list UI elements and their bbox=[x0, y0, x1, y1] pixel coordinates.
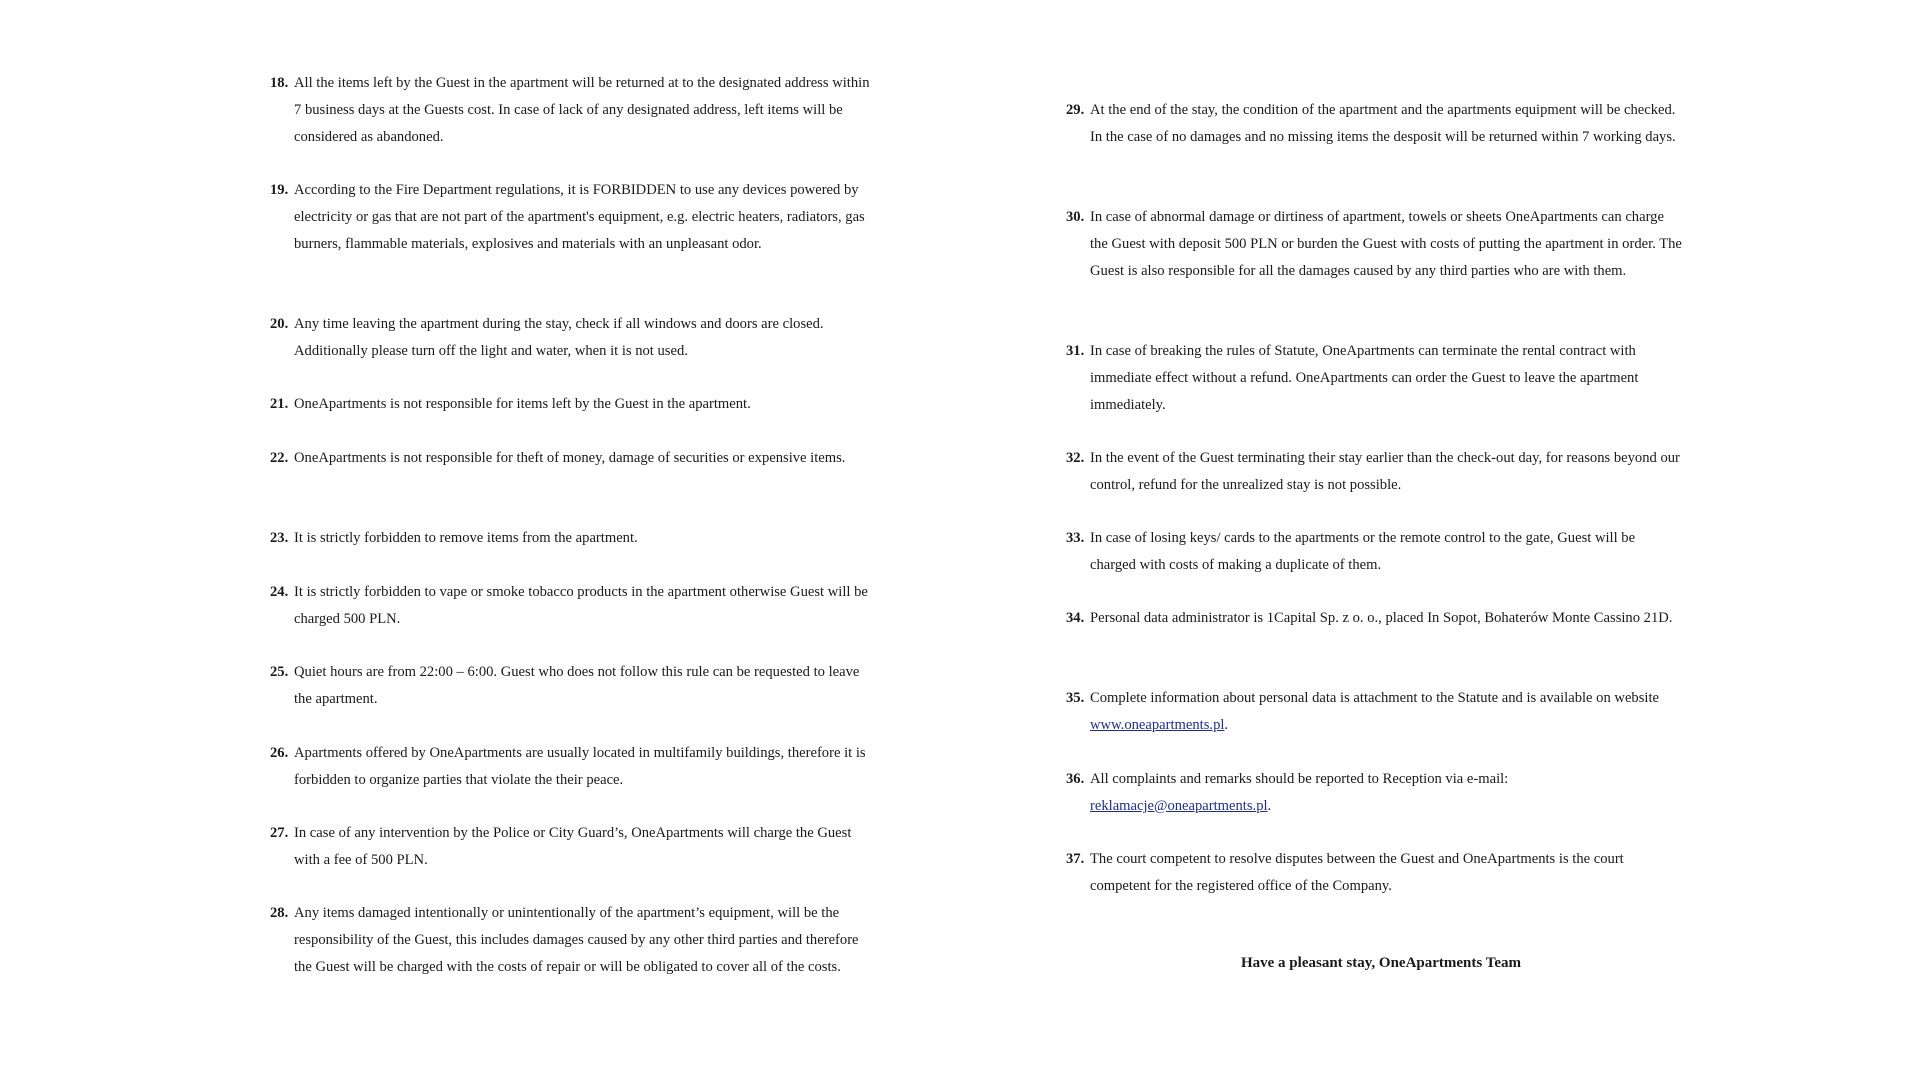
closing-signature: Have a pleasant stay, OneApartments Team bbox=[1240, 955, 1521, 971]
rule-25 bbox=[270, 659, 890, 713]
rule-27 bbox=[270, 820, 890, 874]
rule-19 bbox=[270, 177, 890, 257]
rule-23 bbox=[270, 525, 890, 552]
rule-number: 29. bbox=[1066, 102, 1085, 118]
rule-32 bbox=[1066, 445, 1696, 499]
rule-number: 30. bbox=[1066, 209, 1085, 225]
rule-number: 27. bbox=[270, 825, 289, 841]
rule-number: 28. bbox=[270, 905, 289, 921]
rule-text: The court competent to resolve disputes between the Guest and OneApartments is the court competent for the registered office of the Company. bbox=[1090, 851, 1624, 894]
rule-36 bbox=[1066, 766, 1696, 820]
rule-text-lead: All complaints and remarks should be reported to Reception via e-mail: bbox=[1090, 771, 1509, 787]
rule-number: 34. bbox=[1066, 610, 1085, 626]
rule-number: 32. bbox=[1066, 450, 1085, 466]
rule-text: At the end of the stay, the condition of the apartment and the apartments equipment will be checked. In the case of no damages and no missing items the desposit will be returned within 7 working days. bbox=[1090, 102, 1676, 145]
rule-text: It is strictly forbidden to vape or smoke tobacco products in the apartment otherwise Guest will be charged 500 PLN. bbox=[294, 584, 868, 627]
rule-text: Any time leaving the apartment during the stay, check if all windows and doors are closed. Additionally please turn off the light and water, when it is not used. bbox=[294, 316, 824, 359]
email-link[interactable]: reklamacje@oneapartments.pl bbox=[1090, 797, 1268, 814]
rule-31 bbox=[1066, 338, 1696, 418]
rule-number: 25. bbox=[270, 664, 289, 680]
rule-text: Any items damaged intentionally or unintentionally of the apartment’s equipment, will be the responsibility of the Guest, this includes damages caused by any other third parties and therefore the Guest will be charged with the costs of repair or will be obligated to cover all of the costs. bbox=[294, 905, 859, 975]
rule-33 bbox=[1066, 525, 1696, 579]
rule-text-end: . bbox=[1267, 797, 1272, 814]
rule-text: Personal data administrator is 1Capital Sp. z o. o., placed In Sopot, Bohaterów Monte Cassino 21D. bbox=[1090, 610, 1673, 626]
rule-34 bbox=[1066, 605, 1696, 632]
rule-28 bbox=[270, 900, 890, 980]
rule-text bbox=[1090, 685, 1682, 739]
rule-text: OneApartments is not responsible for theft of money, damage of securities or expensive items. bbox=[294, 450, 846, 466]
rule-text: In the event of the Guest terminating their stay earlier than the check-out day, for reasons beyond our control, refund for the unrealized stay is not possible. bbox=[1090, 450, 1680, 493]
rule-18 bbox=[270, 70, 890, 150]
rule-text-end: . bbox=[1224, 716, 1229, 733]
rule-text: OneApartments is not responsible for items left by the Guest in the apartment. bbox=[294, 396, 751, 412]
website-link[interactable]: www.oneapartments.pl bbox=[1090, 716, 1225, 733]
rule-number: 26. bbox=[270, 745, 289, 761]
rule-26 bbox=[270, 740, 890, 794]
rule-37 bbox=[1066, 846, 1696, 900]
rule-text: In case of abnormal damage or dirtiness of apartment, towels or sheets OneApartments can charge the Guest with deposit 500 PLN or burden the Guest with costs of putting the apartment in order. The Guest is also responsible for all the damages caused by any third parties who are with them. bbox=[1090, 209, 1682, 279]
rule-number: 33. bbox=[1066, 530, 1085, 546]
rule-number: 19. bbox=[270, 182, 289, 198]
rule-29 bbox=[1066, 97, 1696, 151]
rule-text: According to the Fire Department regulations, it is FORBIDDEN to use any devices powered by electricity or gas that are not part of the apartment's equipment, e.g. electric heaters, radiators, gas burners, flammable materials, explosives and materials with an unpleasant odor. bbox=[294, 182, 865, 252]
rule-number: 24. bbox=[270, 584, 289, 600]
rule-number: 21. bbox=[270, 396, 289, 412]
rule-number: 18. bbox=[270, 75, 289, 91]
rule-text: It is strictly forbidden to remove items from the apartment. bbox=[294, 530, 638, 546]
rule-number: 22. bbox=[270, 450, 289, 466]
rule-text: Quiet hours are from 22:00 – 6:00. Guest who does not follow this rule can be requested to leave the apartment. bbox=[294, 664, 860, 707]
rule-text: Apartments offered by OneApartments are usually located in multifamily buildings, therefore it is forbidden to organize parties that violate the their peace. bbox=[294, 745, 866, 788]
rule-number: 31. bbox=[1066, 343, 1085, 359]
rule-21 bbox=[270, 391, 890, 418]
rule-24 bbox=[270, 579, 890, 633]
rule-number: 20. bbox=[270, 316, 289, 332]
rule-number: 23. bbox=[270, 530, 289, 546]
rule-text-lead: Complete information about personal data is attachment to the Statute and is available on website bbox=[1090, 690, 1659, 706]
rule-22 bbox=[270, 445, 890, 472]
rule-text: All the items left by the Guest in the apartment will be returned at to the designated address within 7 business days at the Guests cost. In case of lack of any designated address, left items will be considered as abandoned. bbox=[294, 75, 870, 145]
rule-number: 35. bbox=[1066, 690, 1085, 706]
rule-30 bbox=[1066, 204, 1696, 284]
rule-20 bbox=[270, 311, 890, 365]
rule-text bbox=[1090, 766, 1682, 820]
rule-number: 37. bbox=[1066, 851, 1085, 867]
rule-number: 36. bbox=[1066, 771, 1085, 787]
rule-text: In case of any intervention by the Police or City Guard’s, OneApartments will charge the Guest with a fee of 500 PLN. bbox=[294, 825, 852, 868]
rule-text: In case of breaking the rules of Statute, OneApartments can terminate the rental contract with immediate effect without a refund. OneApartments can order the Guest to leave the apartment immediately. bbox=[1090, 343, 1639, 413]
rule-text: In case of losing keys/ cards to the apartments or the remote control to the gate, Guest will be charged with costs of making a duplicate of them. bbox=[1090, 530, 1636, 573]
rule-35 bbox=[1066, 685, 1696, 739]
